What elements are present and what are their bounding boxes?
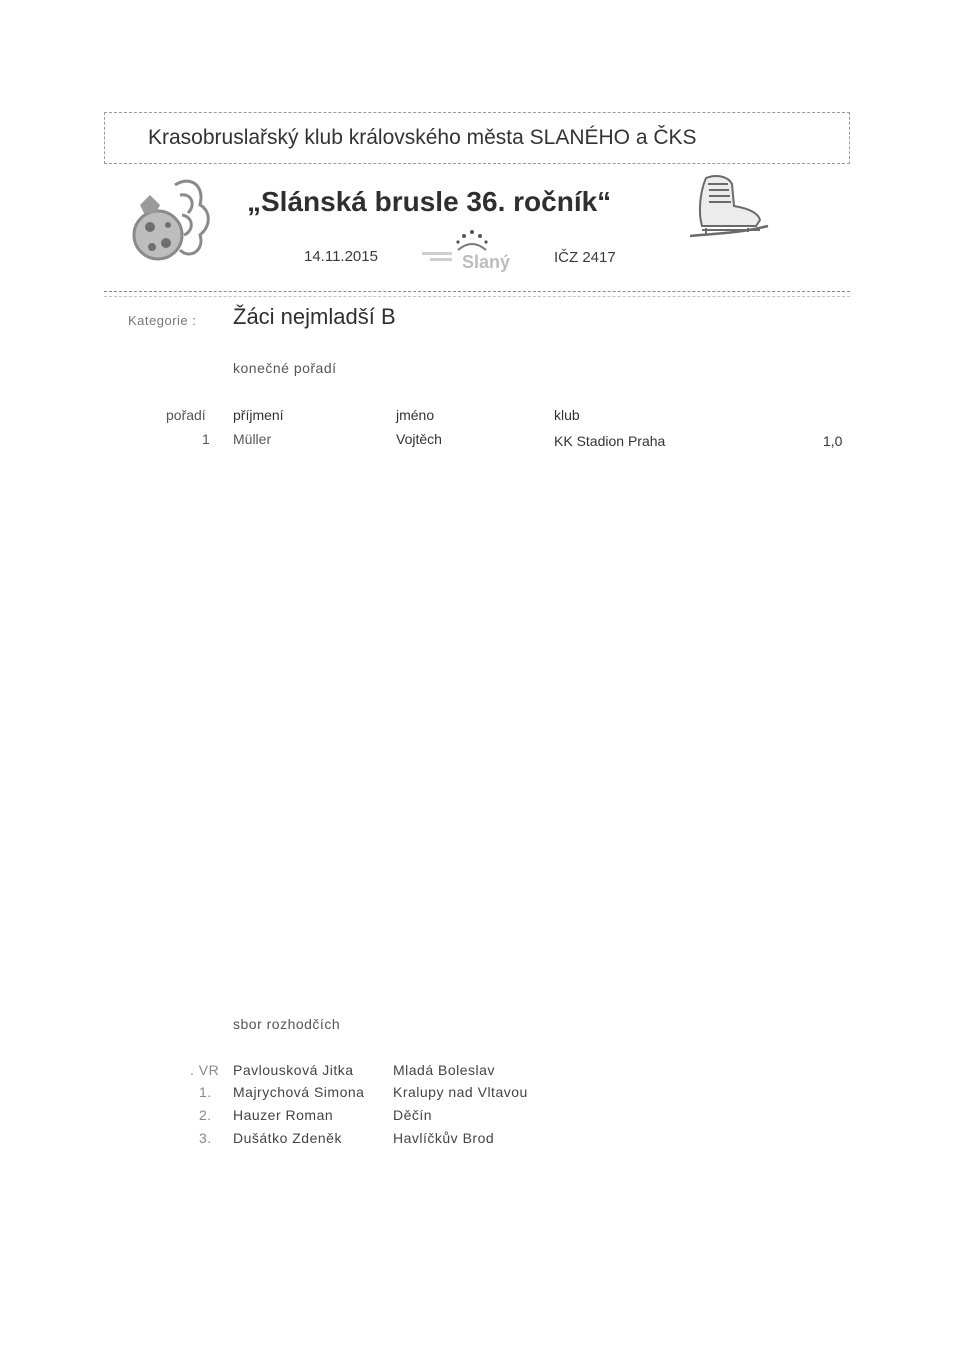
judge-name: Majrychová Simona xyxy=(233,1084,365,1100)
judge-role: 1. xyxy=(199,1084,212,1100)
row-club: KK Stadion Praha xyxy=(554,433,666,449)
event-title: „Slánská brusle 36. ročník“ xyxy=(247,186,612,217)
row-surname: Müller xyxy=(233,431,272,447)
judge-city: Kralupy nad Vltavou xyxy=(393,1084,528,1100)
judge-city: Mladá Boleslav xyxy=(393,1062,495,1078)
category-value: Žáci nejmladší B xyxy=(233,304,396,329)
category-label: Kategorie : xyxy=(128,313,197,328)
results-heading: konečné pořadí xyxy=(233,360,337,376)
judge-role: 2. xyxy=(199,1107,212,1123)
judge-name: Pavlousková Jitka xyxy=(233,1062,354,1078)
column-header-club: klub xyxy=(554,407,580,423)
ice-skate-icon xyxy=(676,172,776,252)
city-slany-logo xyxy=(420,222,520,274)
row-rank: 1 xyxy=(202,431,210,447)
row-name: Vojtěch xyxy=(396,431,442,447)
judge-role: 3. xyxy=(199,1130,212,1146)
column-header-rank: pořadí xyxy=(166,407,206,423)
judges-heading: sbor rozhodčích xyxy=(233,1016,341,1032)
event-date: 14.11.2015 xyxy=(304,248,378,265)
city-logo-text: Slaný xyxy=(462,252,511,272)
icz-number: IČZ 2417 xyxy=(554,249,616,266)
judge-city: Děčín xyxy=(393,1107,433,1123)
judge-name: Hauzer Roman xyxy=(233,1107,334,1123)
club-emblem-icon xyxy=(120,165,220,275)
judge-role: . VR xyxy=(190,1062,220,1078)
header-divider xyxy=(104,291,850,292)
club-name: Krasobruslařský klub královského města SLANÉHO a ČKS xyxy=(148,126,697,149)
column-header-name: jméno xyxy=(396,407,435,423)
judge-city: Havlíčkův Brod xyxy=(393,1130,495,1146)
column-header-surname: příjmení xyxy=(233,407,284,423)
header-divider-2 xyxy=(104,296,850,297)
judge-name: Dušátko Zdeněk xyxy=(233,1130,342,1146)
row-score: 1,0 xyxy=(823,433,843,449)
